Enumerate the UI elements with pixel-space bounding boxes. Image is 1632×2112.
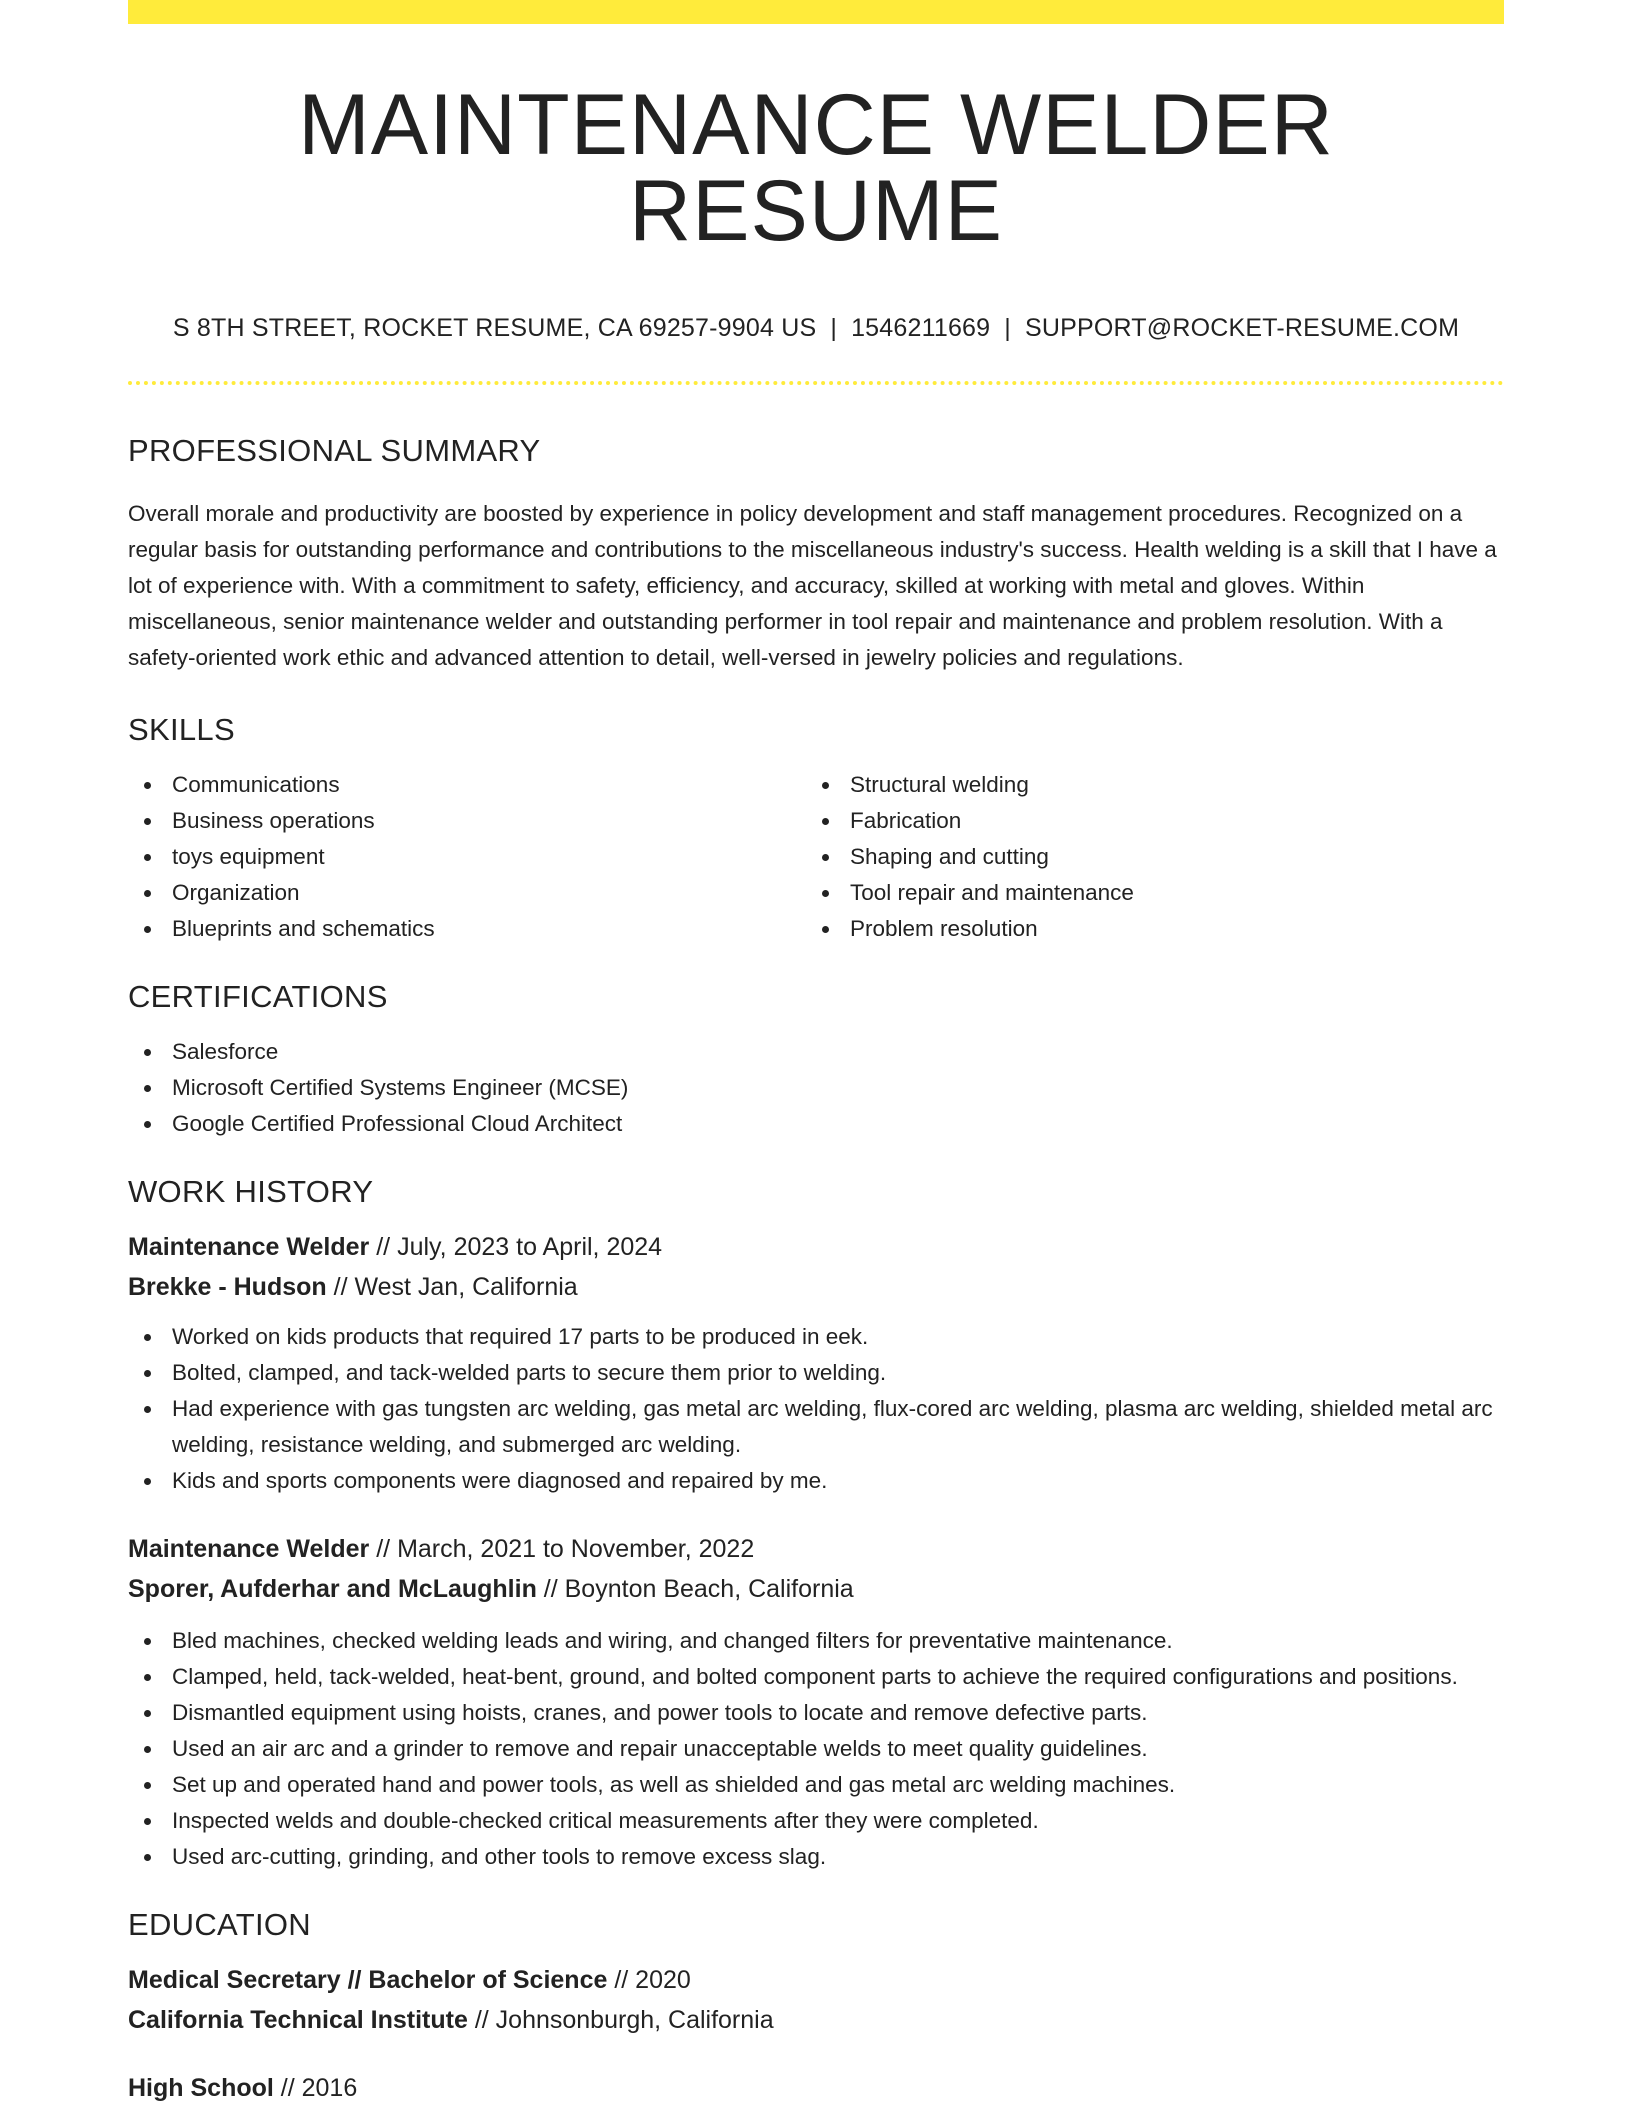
contact-phone: 1546211669 bbox=[851, 314, 991, 342]
education-entry bbox=[128, 1960, 1504, 2040]
job-title-line bbox=[128, 1227, 1504, 1267]
top-accent-bar bbox=[128, 0, 1504, 24]
job-title: Maintenance Welder bbox=[128, 1535, 370, 1563]
certification-item: Microsoft Certified Systems Engineer (MCSE) bbox=[128, 1070, 1504, 1106]
section-heading-education: EDUCATION bbox=[128, 1907, 311, 1942]
job-company: Brekke - Hudson bbox=[128, 1273, 327, 1301]
section-heading-summary: PROFESSIONAL SUMMARY bbox=[128, 433, 541, 468]
education-degree-line bbox=[128, 2068, 1504, 2108]
job-bullets bbox=[128, 1623, 1504, 1875]
job-location: // Boynton Beach, California bbox=[543, 1575, 854, 1603]
skill-item: Blueprints and schematics bbox=[128, 911, 806, 947]
section-heading-work-history: WORK HISTORY bbox=[128, 1174, 374, 1209]
section-heading-skills: SKILLS bbox=[128, 712, 235, 747]
job-location: // West Jan, California bbox=[333, 1273, 578, 1301]
job-bullet: Dismantled equipment using hoists, cranes, and power tools to locate and remove defective parts. bbox=[128, 1695, 1504, 1731]
skill-item: Structural welding bbox=[806, 767, 1484, 803]
contact-separator: | bbox=[830, 314, 838, 342]
skills-grid bbox=[128, 767, 1504, 947]
job-bullet: Bolted, clamped, and tack-welded parts to secure them prior to welding. bbox=[128, 1355, 1504, 1391]
job-bullet: Bled machines, checked welding leads and wiring, and changed filters for preventative maintenance. bbox=[128, 1623, 1504, 1659]
contact-address: S 8TH STREET, ROCKET RESUME, CA 69257-9904 US bbox=[172, 314, 817, 342]
skills-list-right bbox=[806, 767, 1484, 947]
job-company: Sporer, Aufderhar and McLaughlin bbox=[128, 1575, 537, 1603]
job-company-line bbox=[128, 1569, 1504, 1609]
job-title-line bbox=[128, 1529, 1504, 1569]
job-bullet: Inspected welds and double-checked critical measurements after they were completed. bbox=[128, 1803, 1504, 1839]
skill-item: Business operations bbox=[128, 803, 806, 839]
education-degree-line bbox=[128, 1960, 1504, 2000]
education-year: // 2020 bbox=[614, 1966, 691, 1994]
education-entry bbox=[128, 2068, 1504, 2108]
skill-item: Fabrication bbox=[806, 803, 1484, 839]
contact-separator: | bbox=[1004, 314, 1011, 342]
skill-item: Tool repair and maintenance bbox=[806, 875, 1484, 911]
job-bullet: Worked on kids products that required 17 parts to be produced in eek. bbox=[128, 1319, 1504, 1355]
job-dates: // July, 2023 to April, 2024 bbox=[376, 1233, 663, 1261]
header-divider bbox=[128, 381, 1504, 385]
certification-item: Google Certified Professional Cloud Architect bbox=[128, 1106, 1504, 1142]
certifications-list bbox=[128, 1034, 1504, 1142]
contact-email: SUPPORT@ROCKET-RESUME.COM bbox=[1024, 314, 1460, 342]
job-entry bbox=[128, 1227, 1504, 1499]
job-bullet: Clamped, held, tack-welded, heat-bent, ground, and bolted component parts to achieve the required configurations and positions. bbox=[128, 1659, 1504, 1695]
education-degree: Medical Secretary // Bachelor of Science bbox=[128, 1966, 608, 1994]
education-year: // 2016 bbox=[280, 2074, 358, 2102]
job-dates: // March, 2021 to November, 2022 bbox=[376, 1535, 755, 1563]
skill-item: Shaping and cutting bbox=[806, 839, 1484, 875]
education-school: California Technical Institute bbox=[128, 2006, 468, 2034]
job-bullet: Used arc-cutting, grinding, and other tools to remove excess slag. bbox=[128, 1839, 1504, 1875]
job-company-line bbox=[128, 1267, 1504, 1307]
resume-title: MAINTENANCE WELDER RESUME bbox=[298, 77, 1334, 259]
section-heading-certifications: CERTIFICATIONS bbox=[128, 979, 388, 1014]
skills-list-left bbox=[128, 767, 806, 947]
job-title: Maintenance Welder bbox=[128, 1233, 370, 1261]
education-school-line bbox=[128, 2000, 1504, 2040]
contact-line bbox=[128, 316, 1504, 341]
job-bullet: Set up and operated hand and power tools, as well as shielded and gas metal arc welding machines. bbox=[128, 1767, 1504, 1803]
skill-item: Problem resolution bbox=[806, 911, 1484, 947]
skill-item: Organization bbox=[128, 875, 806, 911]
certification-item: Salesforce bbox=[128, 1034, 1504, 1070]
job-bullet: Kids and sports components were diagnosed and repaired by me. bbox=[128, 1463, 1504, 1499]
job-bullet: Used an air arc and a grinder to remove and repair unacceptable welds to meet quality guidelines. bbox=[128, 1731, 1504, 1767]
job-bullet: Had experience with gas tungsten arc welding, gas metal arc welding, flux-cored arc welding, plasma arc welding, shielded metal arc welding, resistance welding, and submerged arc welding. bbox=[128, 1391, 1504, 1463]
job-bullets bbox=[128, 1319, 1504, 1499]
summary-text: Overall morale and productivity are boosted by experience in policy development and staff management procedures. Recognized on a regular basis for outstanding performance and contributions to the miscellaneous industry's success. Health welding is a skill that I have a lot of experience with. With a commitment to safety, efficiency, and accuracy, skilled at working with metal and gloves. Within miscellaneous, senior maintenance welder and outstanding performer in tool repair and maintenance and problem resolution. With a safety-oriented work ethic and advanced attention to detail, well-versed in jewelry policies and regulations. bbox=[128, 501, 1497, 670]
skill-item: toys equipment bbox=[128, 839, 806, 875]
education-location: // Johnsonburgh, California bbox=[474, 2006, 774, 2034]
job-entry bbox=[128, 1529, 1504, 1875]
education-degree: High School bbox=[128, 2074, 274, 2102]
skill-item: Communications bbox=[128, 767, 806, 803]
resume-page bbox=[128, 0, 1504, 2108]
